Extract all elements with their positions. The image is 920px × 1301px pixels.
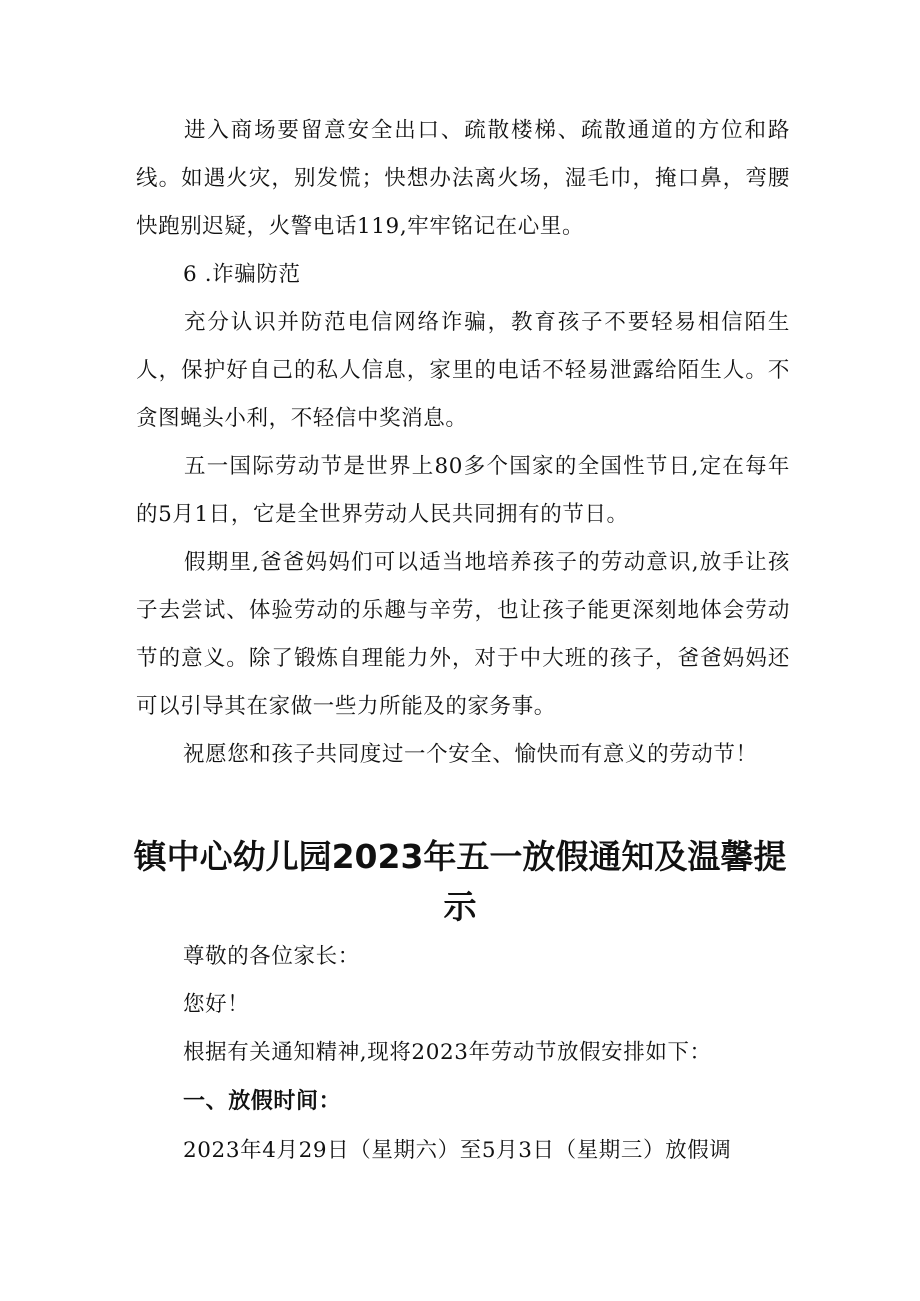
fire-safety-paragraph: 进入商场要留意安全出口、疏散楼梯、疏散通道的方位和路线。如遇火灾，别发慌；快想办法离火场，湿毛巾，掩口鼻，弯腰快跑别迟疑，火警电话119,牢牢铭记在心里。	[136, 118, 790, 239]
fraud-prevention-heading: 6 .诈骗防范	[183, 262, 301, 287]
notice-title: 镇中心幼儿园2023年五一放假通知及温馨提示	[133, 837, 787, 926]
wish-line: 祝愿您和孩子共同度过一个安全、愉快而有意义的劳动节！	[183, 742, 758, 767]
notice-hello: 您好！	[183, 992, 250, 1017]
section-one-heading: 一、放假时间：	[183, 1089, 342, 1114]
labor-day-paragraph: 五一国际劳动节是世界上80多个国家的全国性节日,定在每年的5月1日，它是全世界劳动人民共同拥有的节日。	[136, 454, 790, 527]
notice-greeting: 尊敬的各位家长：	[183, 944, 360, 969]
notice-intro: 根据有关通知精神,现将2023年劳动节放假安排如下：	[183, 1040, 712, 1065]
holiday-activity-paragraph: 假期里,爸爸妈妈们可以适当地培养孩子的劳动意识,放手让孩子去尝试、体验劳动的乐趣与辛劳，也让孩子能更深刻地体会劳动节的意义。除了锻炼自理能力外，对于中大班的孩子，爸爸妈妈还可以引导其在家做一些力所能及的家务事。	[136, 550, 790, 719]
fraud-prevention-paragraph: 充分认识并防范电信网络诈骗，教育孩子不要轻易相信陌生人，保护好自己的私人信息，家里的电话不轻易泄露给陌生人。不贪图蝇头小利，不轻信中奖消息。	[136, 310, 790, 431]
holiday-dates-line: 2023年4月29日（星期六）至5月3日（星期三）放假调	[183, 1138, 732, 1163]
